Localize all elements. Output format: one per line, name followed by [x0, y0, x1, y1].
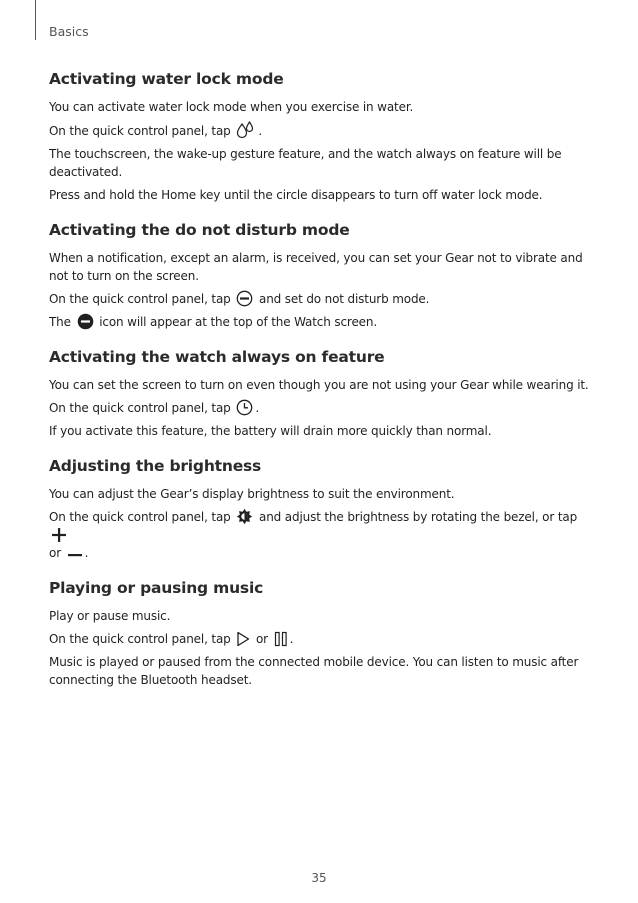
paragraph: Music is played or paused from the connected mobile device. You can listen to music after connecting the Bluetooth headset. [49, 655, 579, 687]
text: On the quick control panel, tap [49, 124, 235, 138]
section-water-lock [49, 70, 599, 204]
do-not-disturb-filled-icon [77, 313, 94, 330]
minus-icon [67, 545, 83, 561]
section-watch-always-on [49, 348, 599, 440]
paragraph [49, 508, 599, 562]
paragraph: You can activate water lock mode when you exercise in water. [49, 100, 414, 114]
paragraph: You can set the screen to turn on even though you are not using your Gear while wearing it. [49, 378, 589, 392]
text: . [84, 546, 89, 560]
paragraph: You can adjust the Gear’s display brightness to suit the environment. [49, 487, 455, 501]
text: On the quick control panel, tap [49, 401, 235, 415]
paragraph [49, 121, 599, 140]
section-music [49, 579, 599, 689]
page-content [49, 70, 599, 706]
plus-icon [51, 527, 67, 543]
pause-icon [274, 631, 288, 647]
section-title: Activating water lock mode [49, 70, 284, 88]
text: and set do not disturb mode. [255, 292, 430, 306]
do-not-disturb-icon [236, 290, 253, 307]
text: . [258, 124, 262, 138]
page-number: 35 [311, 871, 327, 885]
text: The [49, 315, 75, 329]
text: and adjust the brightness by rotating the bezel, or tap [255, 510, 578, 524]
clock-icon [236, 399, 253, 416]
text: or [252, 632, 272, 646]
paragraph: When a notification, except an alarm, is received, you can set your Gear not to vibrate and not to turn on the screen. [49, 251, 583, 283]
paragraph: The touchscreen, the wake-up gesture feature, and the watch always on feature will be deactivated. [49, 147, 562, 179]
section-title: Activating the watch always on feature [49, 348, 385, 366]
paragraph [49, 399, 599, 417]
section-do-not-disturb [49, 221, 599, 331]
section-title: Adjusting the brightness [49, 457, 262, 475]
paragraph: Play or pause music. [49, 609, 171, 623]
section-label: Basics [49, 24, 89, 39]
text: . [255, 401, 259, 415]
text: On the quick control panel, tap [49, 632, 235, 646]
section-title: Activating the do not disturb mode [49, 221, 350, 239]
water-drops-icon [236, 121, 256, 139]
text: On the quick control panel, tap [49, 292, 235, 306]
paragraph: If you activate this feature, the battery will drain more quickly than normal. [49, 424, 492, 438]
play-icon [236, 631, 250, 647]
paragraph [49, 313, 599, 331]
header-rule [35, 0, 36, 40]
paragraph: Press and hold the Home key until the circle disappears to turn off water lock mode. [49, 188, 543, 202]
paragraph [49, 290, 599, 308]
text: or [49, 546, 65, 560]
brightness-icon [236, 508, 253, 525]
text: icon will appear at the top of the Watch screen. [95, 315, 378, 329]
text: . [289, 632, 294, 646]
section-brightness [49, 457, 599, 562]
paragraph [49, 630, 599, 648]
text: On the quick control panel, tap [49, 510, 235, 524]
section-title: Playing or pausing music [49, 579, 264, 597]
